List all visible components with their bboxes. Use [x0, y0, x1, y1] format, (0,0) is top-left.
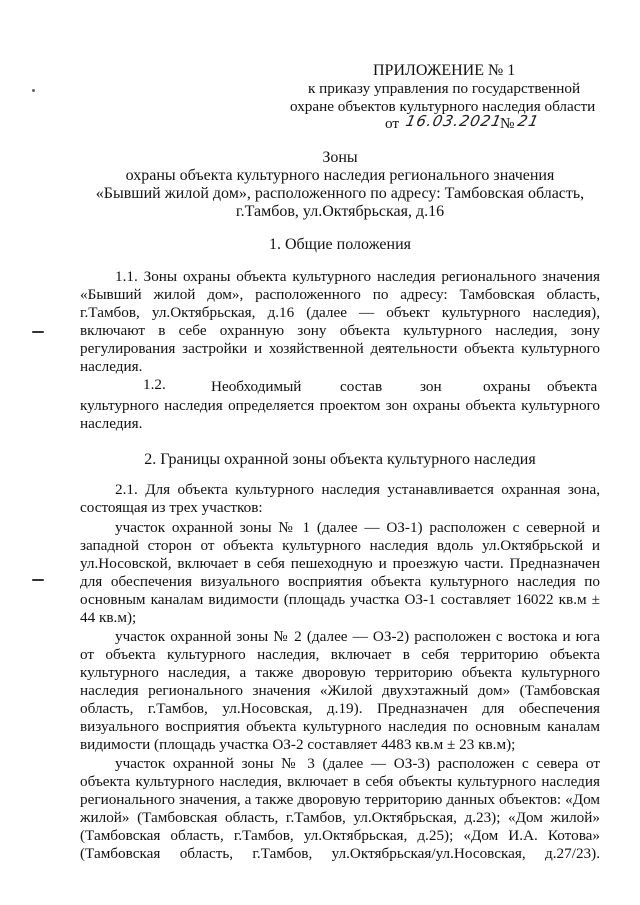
- s1-p2-line: наследия.: [80, 415, 143, 432]
- handwritten-date: 16.03.2021: [404, 112, 504, 130]
- s2-p3-line: область, г.Тамбов, ул.Носовская, д.19). Предназначен для обеспечения: [80, 700, 600, 717]
- s2-p4-line: (Тамбовская область, г.Тамбов, ул.Октябрьская/ул.Носовская, д.27/23).: [80, 845, 600, 862]
- s1-p2-number: 1.2.: [143, 376, 166, 393]
- s2-p2-line: 44 кв.м);: [80, 609, 137, 626]
- scan-speck: [32, 89, 35, 92]
- s1-p2-word: состав: [340, 378, 383, 395]
- number-prefix: №: [500, 115, 515, 132]
- s1-p2-line: культурного наследия определяется проектом зон охраны объекта культурного: [80, 397, 600, 414]
- title-line-3: «Бывший жилой дом», расположенного по адресу: Тамбовская область,: [95, 185, 585, 202]
- s2-p3-line: от объекта культурного наследия, включает в себя территорию объекта: [80, 646, 600, 663]
- s1-p1-line: 1.1. Зоны охраны объекта культурного наследия регионального значения: [115, 268, 600, 285]
- s2-p4-line: жилой» (Тамбовская область, г.Тамбов, ул.Октябрьская, д.23); «Дом жилой»: [80, 809, 600, 826]
- title-line-2: охраны объекта культурного наследия регионального значения: [125, 167, 555, 184]
- s2-p3-line: наследия регионального значения «Жилой двухэтажный дом» (Тамбовская: [80, 682, 600, 699]
- s2-p3-line: участок охранной зоны № 2 (далее — ОЗ-2) расположен с востока и юга: [115, 628, 600, 645]
- section-1-heading: 1. Общие положения: [268, 236, 412, 253]
- s1-p2-word: Необходимый: [211, 378, 302, 395]
- s1-p1-line: г.Тамбов, ул.Октябрьская, д.16 (далее — объект культурного наследия),: [80, 304, 600, 321]
- s2-p3-line: визуального восприятия объекта культурного наследия по основным каналам: [80, 718, 600, 735]
- s2-p4-line: объекта культурного наследия, включает в себя объекты культурного наследия: [80, 773, 600, 790]
- s2-p4-line: регионального значения, а также дворовую территорию данных объектов: «Дом: [80, 791, 600, 808]
- s2-p2-line: основным каналам видимости (площадь участка ОЗ-1 составляет 16022 кв.м ±: [80, 591, 600, 608]
- s2-p4-line: участок охранной зоны № 3 (далее — ОЗ-3) расположен с севера от: [115, 755, 600, 772]
- title-line-1: Зоны: [322, 149, 358, 166]
- margin-mark: [32, 579, 44, 581]
- s2-p2-line: участок охранной зоны № 1 (далее — ОЗ-1) расположен с северной и: [115, 519, 600, 536]
- s2-p2-line: для обеспечения визуального восприятия объекта культурного наследия по: [80, 573, 600, 590]
- s1-p1-line: «Бывший жилой дом», расположенного по адресу: Тамбовская область,: [80, 286, 600, 303]
- s2-p2-line: западной сторон от объекта культурного наследия вдоль ул.Октябрьской и: [80, 537, 600, 554]
- s2-p3-line: видимости (площадь участка ОЗ-2 составляет 4483 кв.м ± 23 кв.м);: [80, 736, 516, 753]
- s1-p1-line: регулирования застройки и хозяйственной деятельности объекта культурного: [80, 340, 600, 357]
- s2-p1-line: 2.1. Для объекта культурного наследия устанавливается охранная зона,: [115, 481, 600, 498]
- s2-p2-line: ул.Носовской, включает в себя пешеходную и проезжую части. Предназначен: [80, 555, 600, 572]
- appendix-title: ПРИЛОЖЕНИЕ № 1: [373, 62, 516, 79]
- s1-p1-line: включают в себе охранную зону объекта культурного наследия, зону: [80, 322, 600, 339]
- section-2-heading: 2. Границы охранной зоны объекта культурного наследия: [144, 451, 536, 468]
- s1-p2-word: объекта: [547, 378, 598, 395]
- s1-p2-word: охраны: [483, 378, 531, 395]
- date-prefix: от: [385, 115, 400, 132]
- margin-mark: [32, 331, 44, 333]
- s1-p1-line: наследия.: [80, 358, 143, 375]
- s2-p4-line: (Тамбовская область, г.Тамбов, ул.Октябрьская, д.25); «Дом И.А. Котова»: [80, 827, 600, 844]
- s1-p2-word: зон: [420, 378, 442, 395]
- s2-p3-line: культурного наследия, а также дворовую территорию объекта культурного: [80, 664, 600, 681]
- handwritten-number: 21: [516, 112, 542, 130]
- title-line-4: г.Тамбов, ул.Октябрьская, д.16: [235, 203, 445, 220]
- s2-p1-line: состоящая из трех участков:: [80, 499, 263, 516]
- appendix-line-2: охране объектов культурного наследия области: [290, 98, 596, 115]
- appendix-line-1: к приказу управления по государственной: [308, 80, 581, 97]
